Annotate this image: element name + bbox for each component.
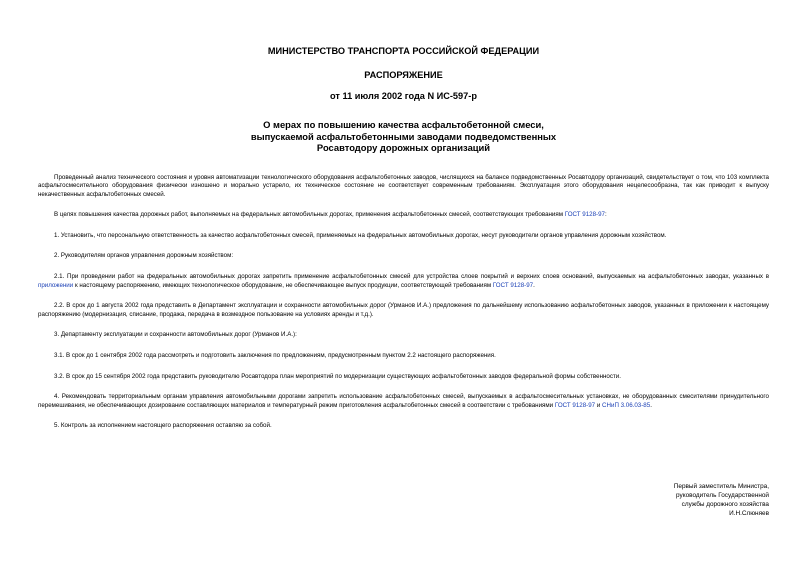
gost-link[interactable]: ГОСТ 9128-97 — [564, 211, 606, 219]
snip-link[interactable]: СНиП 3.06.03-85 — [602, 401, 651, 409]
clause-5: 5. Контроль за исполнением настоящего распоряжения оставляю за собой. — [54, 422, 272, 430]
purpose-paragraph — [38, 211, 769, 220]
clause-2-2: 2.2. В срок до 1 августа 2002 года представить в Департамент эксплуатации и сохранности автомобильных дорог (Урманов И.А.) предложения по дальнейшему использованию асфальтобетонных заводов, указанных в приложении к настоящему распоряжению (модернизация, списание, продажа, передача в возмездное пользование на условиях аренды и т.д.). — [38, 302, 769, 318]
signature-line-2: руководитель Государственной — [676, 492, 769, 499]
signatory-name: И.Н.Слюняев — [729, 510, 769, 517]
clause-2-1-text-b: к настоящему распоряжению, имеющих технологическое оборудование, не обеспечивающее выпуск продукции, соответствующей требованиям — [73, 281, 493, 289]
gost-link[interactable]: ГОСТ 9128-97 — [492, 281, 534, 289]
signature-line-3: службы дорожного хозяйства — [681, 501, 769, 508]
title-line-2: выпускаемой асфальтобетонными заводами подведомственных — [250, 130, 557, 142]
gost-link[interactable]: ГОСТ 9128-97 — [554, 401, 596, 409]
clause-2: 2. Руководителям органов управления дорожным хозяйством: — [54, 252, 234, 260]
clause-2-1-end: . — [533, 281, 535, 289]
clause-4-end: . — [650, 401, 652, 409]
purpose-text: В целях повышения качества дорожных работ, выполняемых на федеральных автомобильных дорогах, применения асфальтобетонных смесей, соответствующих требованиям — [54, 211, 565, 219]
clause-4-text-b: и — [595, 401, 603, 409]
clause-3-1: 3.1. В срок до 1 сентября 2002 года рассмотреть и подготовить заключения по предложениям, предусмотренным пунктом 2.2 настоящего распоряжения. — [54, 352, 496, 360]
document-title — [38, 101, 769, 154]
clause-2-1-text-a: 2.1. При проведении работ на федеральных автомобильных дорогах запретить применение асфальтобетонных смесей для устройства слоев покрытий и верхних слоев оснований, выпускаемых на асфальтобетонных заводах, указанных в — [54, 273, 769, 281]
clause-3: 3. Департаменту эксплуатации и сохранности автомобильных дорог (Урманов И.А.): — [54, 331, 297, 339]
ministry-heading: МИНИСТЕРСТВО ТРАНСПОРТА РОССИЙСКОЙ ФЕДЕРАЦИИ — [267, 46, 540, 56]
clause-3-2: 3.2. В срок до 15 сентября 2002 года представить руководителю Росавтодора план мероприятий по модернизации существующих асфальтобетонных заводов федеральной формы собственности. — [54, 372, 621, 380]
title-line-3: Росавтодору дорожных организаций — [316, 142, 491, 153]
doc-type-heading: РАСПОРЯЖЕНИЕ — [364, 70, 443, 80]
clause-2-1 — [38, 273, 769, 290]
preamble-paragraph: Проведенный анализ технического состояния и уровня автоматизации технологического оборудования асфальтобетонных заводов, числящихся на балансе подведомственных Росавтодору организаций, свидетельствует о том, что 103 комплекта асфальтосмесительного оборудования физически изношено и морально устарело, их техническое состояние не соответствует современным требованиям. Эксплуатация этого оборудования нецелесообразна, так как приводит к выпуску некачественных асфальтобетонных смесей. — [38, 173, 769, 198]
clause-4-text-a: 4. Рекомендовать территориальным органам управления автомобильными дорогами запретить использование асфальтобетонных смесей, выпускаемых в асфальтосмесительных установках, не оборудованных смесителями принудительного перемешивания, не обеспечивающих дозирование составляющих материалов и температурный режим приготовления асфальтобетонных смесей в соответствии с требованиями — [38, 393, 769, 409]
signature-line-1: Первый заместитель Министра, — [673, 483, 769, 490]
appendix-link[interactable]: приложении — [38, 281, 74, 289]
signature-block — [674, 482, 769, 518]
document-body — [38, 174, 769, 432]
date-number-heading: от 11 июля 2002 года N ИС-597-р — [330, 91, 477, 101]
title-line-1: О мерах по повышению качества асфальтобетонной смеси, — [263, 119, 544, 130]
purpose-end: : — [605, 211, 607, 219]
clause-1: 1. Установить, что персональную ответственность за качество асфальтобетонных смесей, применяемых на федеральных автомобильных дорогах, несут руководители органов управления дорожным хозяйством. — [54, 231, 667, 239]
clause-4 — [38, 393, 769, 410]
